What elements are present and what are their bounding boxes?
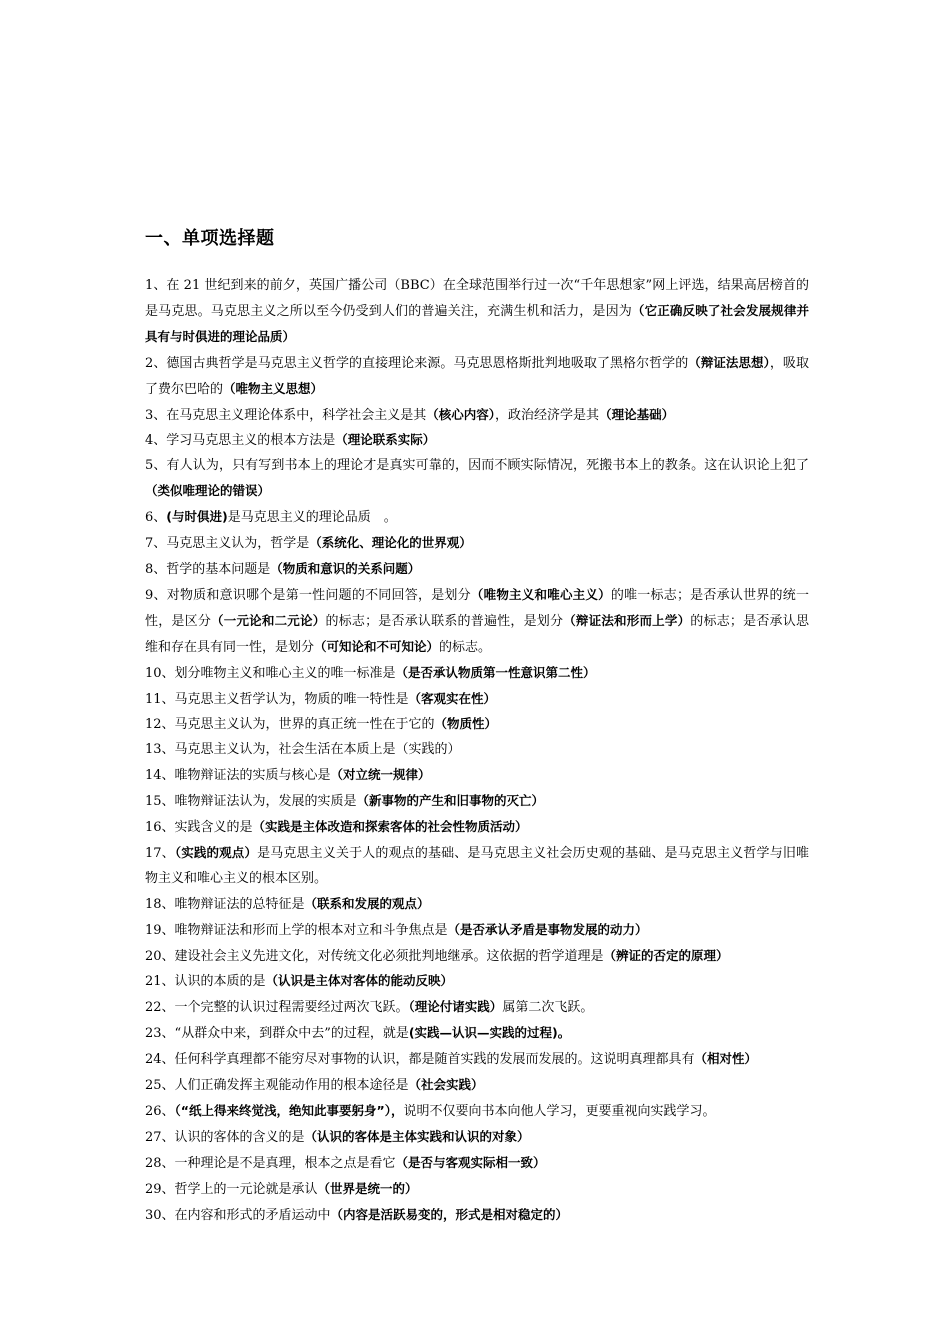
answer-text: （世界是统一的） [317,1180,418,1196]
question-item [145,531,809,557]
answer-text: (实践—认识—实践的过程)。 [408,1025,571,1041]
answer-text: （辩证法和形而上学） [563,612,691,628]
question-text: 的标志；是否承认思维和存在具有同一性，是划分 [145,613,809,655]
question-text: 7、马克思主义认为，哲学是 [145,536,310,552]
question-text: ，吸取了费尔巴哈的 [145,355,809,397]
question-item [145,274,809,351]
answer-text: （理论付诸实践） [408,999,503,1015]
answer-text: （它正确反映了社会发展规律并具有与时俱进的理论品质） [145,302,809,344]
question-text: 16、实践含义的是 [145,820,253,836]
answer-text: （认识是主体对客体的能动反映） [265,973,454,989]
question-item [145,738,809,763]
question-text: 3、在马克思主义理论体系中，科学社会主义是其 [145,407,427,423]
answer-text: （是否与客观实际相一致） [395,1154,546,1170]
answer-text: （“纸上得来终觉浅，绝知此事要躬身”）， [174,1103,404,1118]
question-text: 6、 [145,510,167,526]
answer-text: （是否承认矛盾是事物发展的动力） [447,921,648,937]
question-text: 24、任何科学真理都不能穷尽对事物的认识，都是随首实践的发展而发展的。这说明真理都具有 [145,1052,695,1068]
question-text: 说明不仅要向书本向他人学习，更要重视向实践学习。 [403,1104,716,1119]
question-item [145,944,809,970]
question-text: 26、 [145,1104,175,1119]
question-item [145,505,809,531]
question-item [145,428,809,454]
question-item [145,661,809,687]
question-item [145,1125,809,1151]
question-item [145,815,809,841]
question-text: 23、“从群众中来，到群众中去”的过程，就是 [145,1026,409,1042]
answer-text: （相对性） [694,1051,758,1067]
question-item [145,995,809,1021]
question-text: 22、一个完整的认识过程需要经过两次飞跃。 [145,1000,409,1016]
question-text: 14、唯物辩证法的实质与核心是 [145,768,331,784]
question-item [145,918,809,944]
section-heading: 一、单项选择题 [145,228,275,249]
answer-text: （实践是主体改造和探索客体的社会性物质活动） [252,819,528,835]
question-text: 30、在内容和形式的矛盾运动中 [145,1207,331,1223]
answer-text: （唯物主义思想） [223,380,324,396]
answer-text: （联系和发展的观点） [304,895,430,911]
question-text: 17、 [145,845,175,861]
answer-text: （社会实践） [408,1077,484,1093]
question-item [145,351,809,403]
question-text: 10、划分唯物主义和唯心主义的唯一标准是 [145,665,396,681]
question-text: 1、在 21 世纪到来的前夕，英国广播公司（BBC）在全球范围举行过一次“千年思想家”网上评选，结果高居榜首的是马克思。马克思主义之所以至今仍受到人们的普遍关注，充满生机和活力，是因为 [145,278,809,319]
answer-text: （新事物的产生和旧事物的灭亡） [356,793,545,809]
question-text: 2、德国古典哲学是马克思主义哲学的直接理论来源。马克思恩格斯批判地吸取了黑格尔哲学的 [145,355,689,371]
question-item [145,841,809,892]
answer-text: （理论基础） [599,406,675,422]
question-item [145,454,809,505]
answer-text: （辨证的否定的原理） [603,947,729,963]
question-item [145,1047,809,1073]
question-text: 12、马克思主义认为，世界的真正统一性在于它的 [145,717,435,733]
question-item [145,1099,809,1125]
question-item [145,789,809,815]
question-text: 的标志；是否承认联系的普遍性，是划分 [325,613,564,629]
question-item [145,583,809,661]
question-text: 20、建设社会主义先进文化，对传统文化必须批判地继承。这依据的哲学道理是 [145,948,604,964]
answer-text: （核心内容） [426,406,496,422]
answer-text: （一元论和二元论） [211,612,326,628]
question-text: 15、唯物辩证法认为，发展的实质是 [145,794,357,810]
question-text: 18、唯物辩证法的总特征是 [145,896,305,912]
question-text: 4、学习马克思主义的根本方法是 [145,433,336,449]
answer-text: （理论联系实际） [335,432,436,448]
question-text: 是马克思主义的理论品质 。 [227,510,397,526]
answer-text: （系统化、理论化的世界观） [309,535,472,551]
answer-text: （实践的观点） [174,844,258,860]
question-text: 是马克思主义关于人的观点的基础、是马克思主义社会历史观的基础、是马克思主义哲学与旧唯物主义和唯心主义的根本区别。 [145,845,809,886]
answer-text: （内容是活跃易变的，形式是相对稳定的） [330,1206,569,1222]
question-item [145,1021,809,1047]
question-text: 19、唯物辩证法和形而上学的根本对立和斗争焦点是 [145,922,448,938]
question-text: 8、哲学的基本问题是 [145,561,271,577]
answer-text: （客观实在性） [408,690,497,706]
question-text: 29、哲学上的一元论就是承认 [145,1181,318,1197]
answer-text: （认识的客体是主体实践和认识的对象） [304,1128,530,1144]
question-item [145,1073,809,1099]
question-item [145,712,809,738]
answer-text: （类似唯理论的错误） [145,483,271,499]
question-item [145,892,809,918]
answer-text: （唯物主义和唯心主义） [470,586,611,602]
answer-text: (与时俱进) [166,509,228,525]
answer-text: （物质性） [434,716,498,732]
question-item [145,763,809,789]
answer-text: （辩证法思想） [688,354,770,370]
question-text: 28、一种理论是不是真理，根本之点是看它 [145,1155,396,1171]
question-text: 9、对物质和意识哪个是第一性问题的不同回答，是划分 [145,587,471,603]
answer-text: （物质和意识的关系问题） [270,560,421,576]
question-text: 27、认识的客体的含义的是 [145,1129,305,1145]
question-text: 的标志。 [439,639,492,655]
question-text: 的唯一标志；是否承认世界的统一性，是区分 [145,587,809,629]
question-text: ，政治经济学是其 [495,407,600,423]
question-text: 5、有人认为，只有写到书本上的理论才是真实可靠的，因而不顾实际情况，死搬书本上的教条。这在认识论上犯了 [145,458,809,474]
question-item [145,1203,809,1229]
answer-text: （可知论和不可知论） [314,638,440,654]
question-item [145,557,809,583]
question-text: 11、马克思主义哲学认为，物质的唯一特性是 [145,691,409,707]
question-text: 21、认识的本质的是 [145,974,266,990]
answer-text: （是否承认物质第一性意识第二性） [395,664,596,680]
question-item [145,403,809,429]
question-item [145,687,809,713]
question-text: 13、马克思主义认为，社会生活在本质上是（实践的） [145,742,461,758]
question-text: 25、人们正确发挥主观能动作用的根本途径是 [145,1078,409,1094]
question-item [145,969,809,995]
question-item [145,1177,809,1203]
question-list [145,274,809,1229]
question-item [145,1151,809,1177]
answer-text: （对立统一规律） [330,767,431,783]
question-text: 属第二次飞跃。 [502,1000,594,1016]
